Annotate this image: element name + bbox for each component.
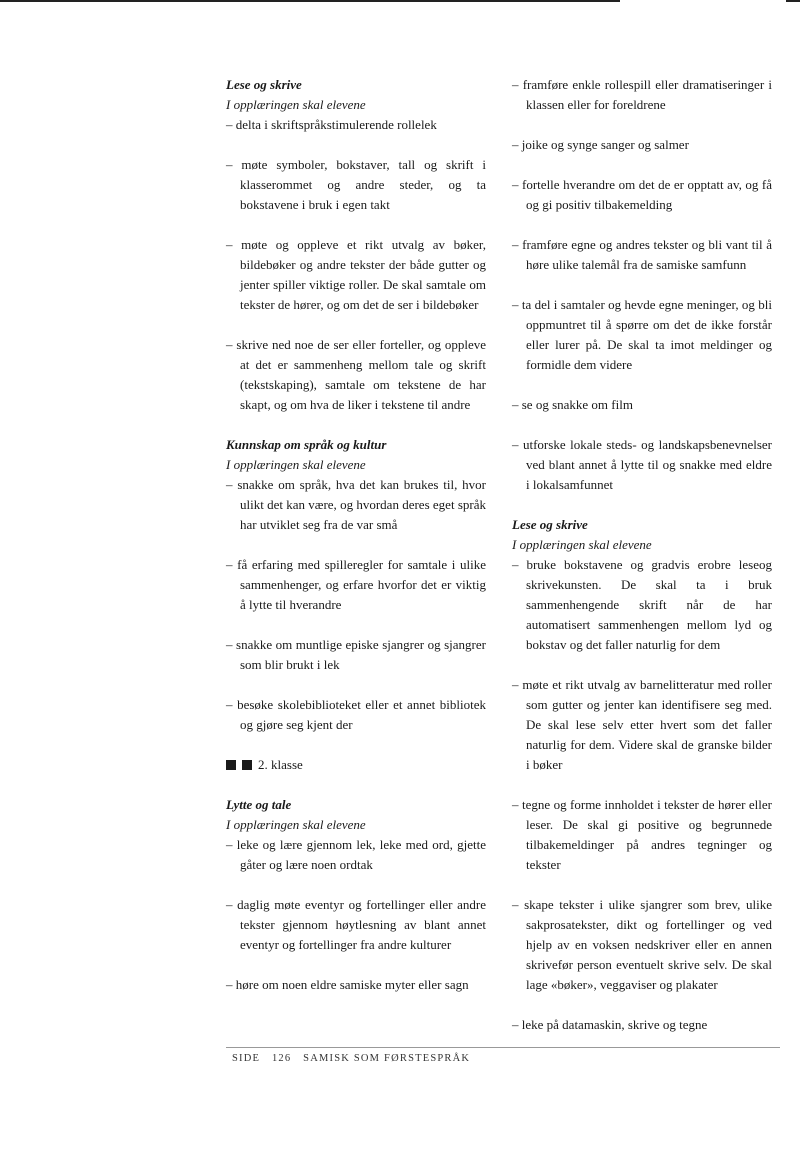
list-item: – bruke bokstavene og gradvis erobre leseog skrivekunsten. De skal ta i bruk sammenhengende skrift når de har automatisert sammenhengen mellom lyd og bokstav og det faller naturlig for dem (512, 557, 772, 652)
list-item: – framføre egne og andres tekster og bli vant til å høre ulike talemål fra de samiske samfunn (512, 237, 772, 272)
list-item: – tegne og forme innholdet i tekster de hører eller leser. De skal gi positive og begrunnede tilbakemeldinger på andres tegninger og tekster (512, 797, 772, 872)
list-item: – skrive ned noe de ser eller forteller, og oppleve at det er sammenheng mellom tale og skrift (tekstskaping), samtale om tekstene de har skapt, og om hva de liker i tekstene til andre (226, 337, 486, 412)
section-subheading: I opplæringen skal elevene (226, 97, 366, 112)
list-item: – se og snakke om film (512, 397, 633, 412)
grade-label: 2. klasse (258, 757, 303, 772)
list-item: – utforske lokale steds- og landskapsbenevnelser ved blant annet å lytte til og snakke med eldre i lokalsamfunnet (512, 437, 772, 492)
footer-divider (226, 1047, 780, 1048)
list-item: – framføre enkle rollespill eller dramatiseringer i klassen eller for foreldrene (512, 77, 772, 112)
list-item: – besøke skolebiblioteket eller et annet bibliotek og gjøre seg kjent der (226, 697, 486, 732)
list-item: – leke og lære gjennom lek, leke med ord, gjette gåter og lære noen ordtak (226, 837, 486, 872)
footer-side-label: SIDE (232, 1053, 261, 1064)
list-item: – høre om noen eldre samiske myter eller sagn (226, 977, 469, 992)
list-item: – skape tekster i ulike sjangrer som brev, ulike sakprosatekster, dikt og fortellinger og ved hjelp av en voksen nedskriver eller en annen skrivefør person eventuelt skrive selv. De skal lage «bøker», veggaviser og plakater (512, 897, 772, 992)
grade-marker (226, 755, 486, 775)
section-subheading: I opplæringen skal elevene (226, 457, 366, 472)
square-bullet-icon (226, 760, 236, 770)
list-item: – leke på datamaskin, skrive og tegne (512, 1017, 708, 1032)
section-subheading: I opplæringen skal elevene (512, 537, 652, 552)
list-item: – fortelle hverandre om det de er opptatt av, og få og gi positiv tilbakemelding (512, 177, 772, 212)
list-item: – få erfaring med spilleregler for samtale i ulike sammenhenger, og erfare hvorfor det er viktig å lytte til hverandre (226, 557, 486, 612)
list-item: – møte og oppleve et rikt utvalg av bøker, bildebøker og andre tekster der både gutter og jenter spiller viktige roller. De skal samtale om tekster de hører, og om det de ser i bildebøker (226, 237, 486, 312)
page-number: 126 (271, 1053, 292, 1064)
section-heading: Lytte og tale (226, 797, 292, 812)
section-heading: Kunnskap om språk og kultur (226, 437, 387, 452)
top-border-line (0, 0, 620, 2)
page-footer (232, 1053, 478, 1064)
section-subheading: I opplæringen skal elevene (226, 817, 366, 832)
right-column (512, 75, 772, 1035)
list-item: – snakke om språk, hva det kan brukes til, hvor ulikt det kan være, og hvordan deres eget språk har utviklet seg fra de var små (226, 477, 486, 532)
list-item: – møte symboler, bokstaver, tall og skrift i klasserommet og andre steder, og ta bokstavene i bruk i egen takt (226, 157, 486, 212)
list-item: – daglig møte eventyr og fortellinger eller andre tekster gjennom høytlesning av blant annet eventyr og fortellinger fra andre kulturer (226, 897, 486, 952)
section-heading: Lese og skrive (226, 77, 302, 92)
list-item: – ta del i samtaler og hevde egne meninger, og bli oppmuntret til å spørre om det de ikke forstår eller lurer på. De skal ta imot meldinger og formidle dem videre (512, 297, 772, 372)
list-item: – møte et rikt utvalg av barnelitteratur med roller som gutter og jenter kan identifisere seg med. De skal lese selv etter hvert som det faller naturlig for dem. Videre skal de granske bilder i bøker (512, 677, 772, 772)
left-column (226, 75, 486, 995)
list-item: – delta i skriftspråkstimulerende rollelek (226, 117, 437, 132)
top-border-line-right (786, 0, 800, 2)
square-bullet-icon (242, 760, 252, 770)
footer-title: SAMISK SOM FØRSTESPRÅK (303, 1053, 471, 1064)
list-item: – snakke om muntlige episke sjangrer og sjangrer som blir brukt i lek (226, 637, 486, 672)
section-heading: Lese og skrive (512, 517, 588, 532)
list-item: – joike og synge sanger og salmer (512, 137, 689, 152)
